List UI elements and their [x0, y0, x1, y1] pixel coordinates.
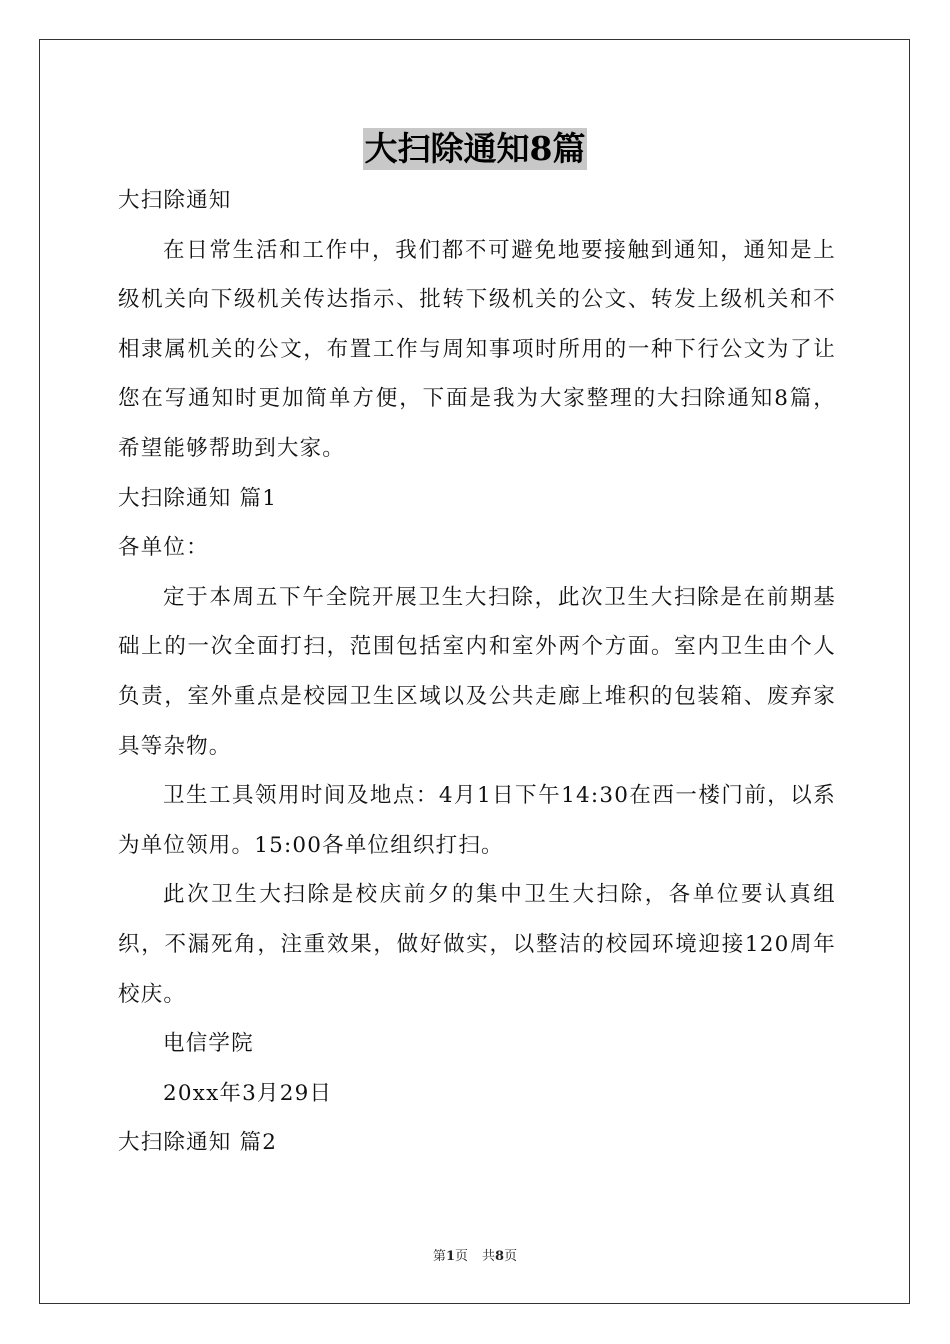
paragraph: 此次卫生大扫除是校庆前夕的集中卫生大扫除，各单位要认真组织，不漏死角，注重效果，做好做实，以整洁的校园环境迎接120周年校庆。 [118, 882, 836, 1007]
title-wrap [0, 128, 950, 170]
section-heading: 大扫除通知 篇1 [118, 485, 278, 511]
page-prefix: 第 [432, 1249, 446, 1264]
paragraph: 卫生工具领用时间及地点：4月1日下午14:30在西一楼门前，以系为单位领用。15:00各单位组织打扫。 [118, 783, 836, 858]
page-total: 8 [495, 1249, 505, 1264]
total-prefix: 共 [482, 1249, 496, 1264]
document-body [118, 176, 836, 1168]
page-suffix: 页 [454, 1249, 468, 1264]
paragraph: 在日常生活和工作中，我们都不可避免地要接触到通知，通知是上级机关向下级机关传达指示、批转下级机关的公文、转发上级机关和不相隶属机关的公文，布置工作与周知事项时所用的一种下行公文为了让您在写通知时更加简单方便，下面是我为大家整理的大扫除通知8篇，希望能够帮助到大家。 [118, 237, 836, 461]
section-heading: 大扫除通知 篇2 [118, 1130, 278, 1156]
paragraph: 大扫除通知 [118, 188, 232, 213]
page-current: 1 [445, 1249, 455, 1264]
page-footer [0, 1245, 950, 1264]
signature-org: 电信学院 [163, 1031, 254, 1057]
document-title: 大扫除通知8篇 [364, 129, 586, 168]
paragraph: 定于本周五下午全院开展卫生大扫除，此次卫生大扫除是在前期基础上的一次全面打扫，范围包括室内和室外两个方面。室内卫生由个人负责，室外重点是校园卫生区域以及公共走廊上堆积的包装箱、废弃家具等杂物。 [118, 584, 836, 759]
signature-date: 20xx年3月29日 [163, 1080, 333, 1106]
salutation: 各单位： [118, 535, 209, 561]
total-suffix: 页 [504, 1249, 518, 1264]
